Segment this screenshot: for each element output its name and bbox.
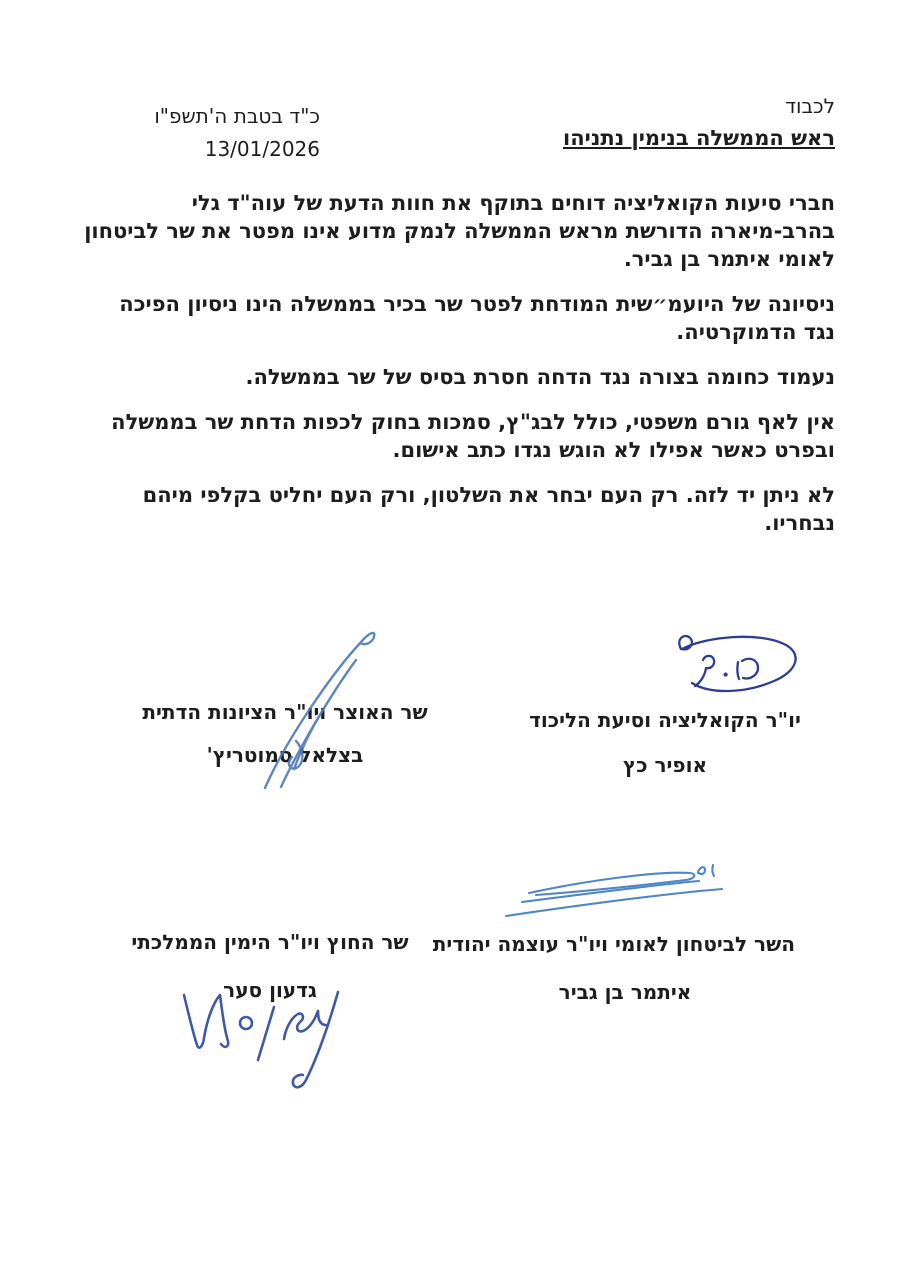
signatory-name: גדעון סער	[223, 978, 317, 1002]
signatory-title: השר לביטחון לאומי ויו"ר עוצמה יהודית	[432, 932, 795, 956]
signature-area	[455, 860, 795, 932]
addressee-name: ראש הממשלה בנימין נתניהו	[563, 126, 835, 150]
paragraph-2: ניסיונה של היועמ״שית המודחת לפטר שר בכיר בממשלה הינו ניסיון הפיכה נגד הדמוקרטיה.	[119, 292, 835, 344]
gideon-saar-signature-ink	[167, 982, 357, 1100]
date-hebrew: כ"ד בטבת ה'תשפ"ו	[154, 104, 320, 128]
paragraph-1: חברי סיעות הקואליציה דוחים בתוקף את חוות הדעת של עוה"ד גלי בהרב-מיארה הדורשת מראש הממשלה לנמק מדוע אינו מפטר את שר לביטחון לאומי איתמר בן גביר.	[84, 191, 835, 271]
signatory-name: בצלאל סמוטריץ'	[206, 743, 364, 767]
letter-body	[83, 189, 835, 554]
signatory-name: איתמר בן גביר	[558, 980, 692, 1004]
paragraph-5: לא ניתן יד לזה. רק העם יבחר את השלטון, ורק העם יחליט בקלפי מיהם נבחריו.	[142, 483, 835, 535]
signatory-block-itamar-ben-gvir	[432, 860, 795, 1004]
paragraph-3: נעמוד כחומה בצורה נגד הדחה חסרת בסיס של שר בממשלה.	[245, 365, 835, 389]
signatory-name: אופיר כץ	[622, 753, 708, 777]
signatory-title: שר החוץ ויו"ר הימין הממלכתי	[131, 930, 409, 954]
bezalel-smotrich-signature-ink	[237, 620, 397, 795]
signatory-title: שר האוצר ויו"ר הציונות הדתית	[142, 700, 428, 724]
paragraph-4: אין לאף גורם משפטי, כולל לבג"ץ, סמכות בחוק לכפות הדחת שר בממשלה ובפרט כאשר אפילו לא הוגש נגדו כתב אישום.	[111, 410, 835, 462]
signatory-block-ofir-katz	[495, 622, 835, 777]
salutation: לכבוד	[785, 94, 835, 118]
signatory-title: יו"ר הקואליציה וסיעת הליכוד	[529, 708, 801, 732]
date-gregorian: 13/01/2026	[204, 137, 320, 161]
signature-area	[495, 622, 835, 708]
ofir-katz-signature-ink	[645, 624, 820, 704]
itamar-ben-gvir-signature-ink	[493, 862, 733, 924]
addressee-block	[563, 94, 835, 150]
signatory-block-gideon-saar	[105, 930, 435, 1002]
signatory-block-bezalel-smotrich	[115, 700, 455, 767]
date-block	[75, 100, 320, 166]
